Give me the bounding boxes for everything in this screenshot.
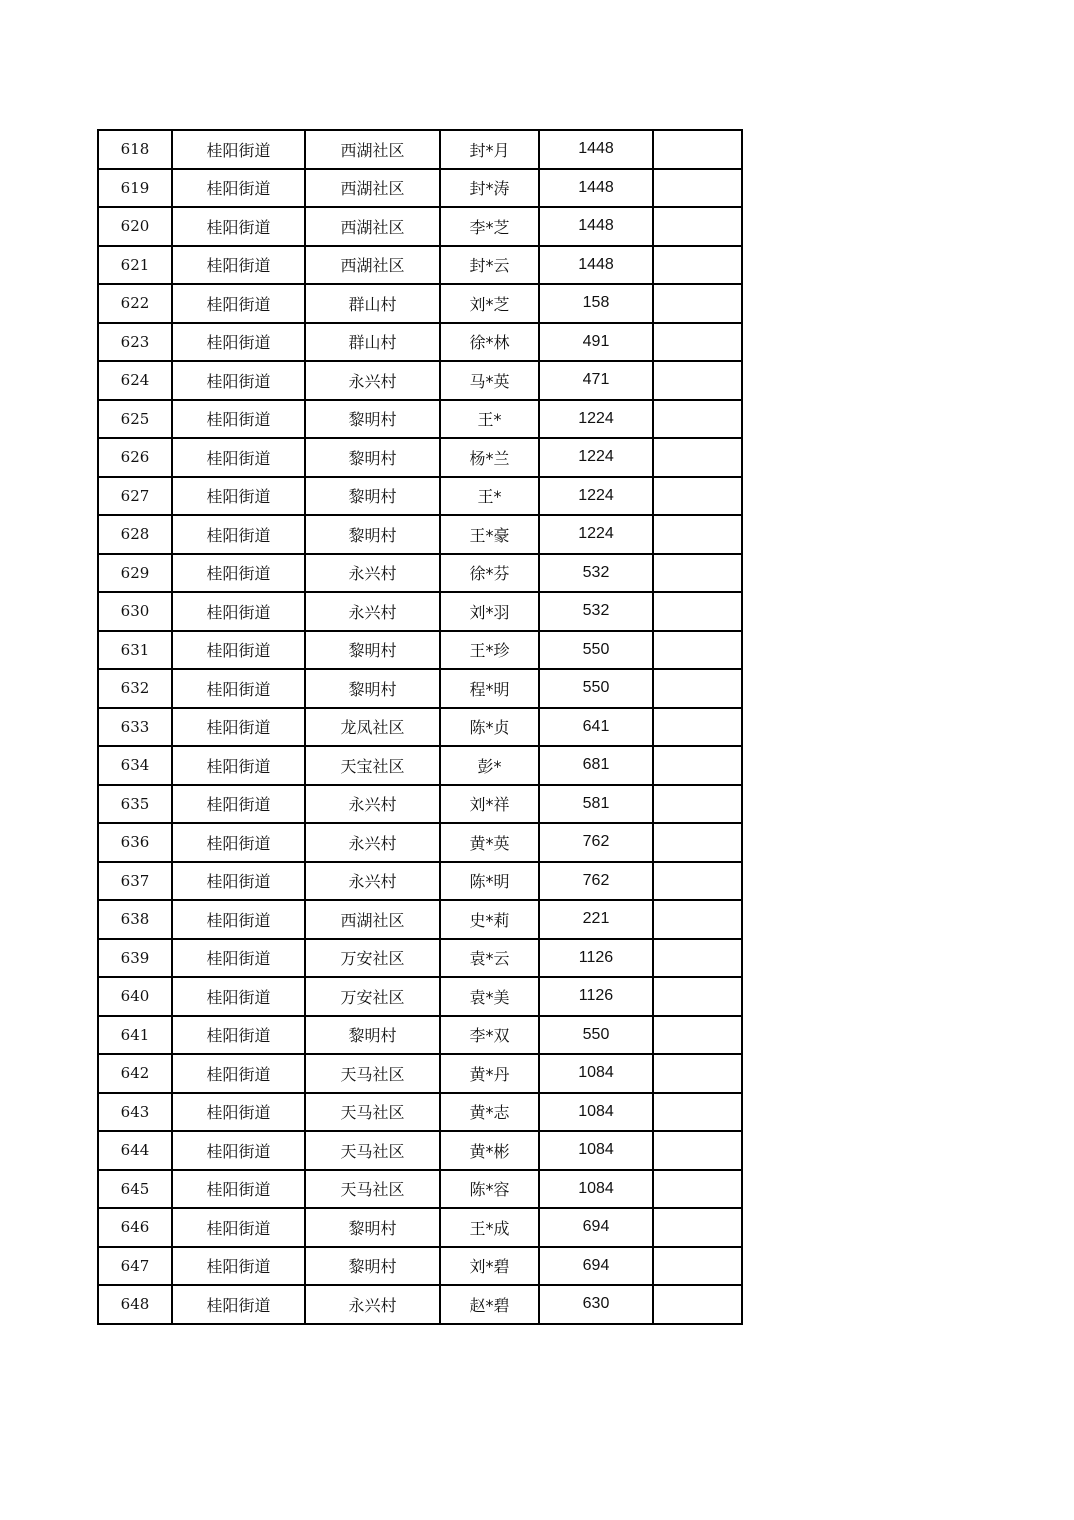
street-cell: 桂阳街道 — [172, 438, 305, 477]
note-cell — [653, 438, 742, 477]
note-cell — [653, 284, 742, 323]
amount-cell: 1448 — [539, 169, 653, 208]
name-cell: 陈*贞 — [440, 708, 539, 747]
street-cell: 桂阳街道 — [172, 515, 305, 554]
community-cell: 天马社区 — [305, 1054, 440, 1093]
name-cell: 王*珍 — [440, 631, 539, 670]
row-number-cell: 646 — [98, 1208, 172, 1247]
street-cell: 桂阳街道 — [172, 323, 305, 362]
community-cell: 西湖社区 — [305, 900, 440, 939]
name-cell: 程*明 — [440, 669, 539, 708]
community-cell: 永兴村 — [305, 823, 440, 862]
street-cell: 桂阳街道 — [172, 1016, 305, 1055]
community-cell: 天马社区 — [305, 1093, 440, 1132]
row-number-cell: 634 — [98, 746, 172, 785]
name-cell: 王* — [440, 477, 539, 516]
name-cell: 袁*美 — [440, 977, 539, 1016]
community-cell: 天宝社区 — [305, 746, 440, 785]
note-cell — [653, 669, 742, 708]
table-row — [98, 862, 742, 901]
street-cell: 桂阳街道 — [172, 246, 305, 285]
note-cell — [653, 939, 742, 978]
community-cell: 黎明村 — [305, 1208, 440, 1247]
amount-cell: 1224 — [539, 400, 653, 439]
table-row — [98, 939, 742, 978]
name-cell: 马*英 — [440, 361, 539, 400]
note-cell — [653, 1285, 742, 1324]
street-cell: 桂阳街道 — [172, 939, 305, 978]
table-row — [98, 323, 742, 362]
amount-cell: 1448 — [539, 246, 653, 285]
table-row — [98, 1131, 742, 1170]
name-cell: 刘*羽 — [440, 592, 539, 631]
amount-cell: 491 — [539, 323, 653, 362]
name-cell: 王*成 — [440, 1208, 539, 1247]
note-cell — [653, 477, 742, 516]
community-cell: 永兴村 — [305, 361, 440, 400]
note-cell — [653, 400, 742, 439]
street-cell: 桂阳街道 — [172, 130, 305, 169]
row-number-cell: 630 — [98, 592, 172, 631]
street-cell: 桂阳街道 — [172, 284, 305, 323]
row-number-cell: 640 — [98, 977, 172, 1016]
table-row — [98, 1093, 742, 1132]
name-cell: 黄*英 — [440, 823, 539, 862]
amount-cell: 1448 — [539, 130, 653, 169]
community-cell: 黎明村 — [305, 438, 440, 477]
row-number-cell: 639 — [98, 939, 172, 978]
community-cell: 黎明村 — [305, 1016, 440, 1055]
note-cell — [653, 1208, 742, 1247]
street-cell: 桂阳街道 — [172, 785, 305, 824]
name-cell: 刘*祥 — [440, 785, 539, 824]
note-cell — [653, 862, 742, 901]
table-row — [98, 169, 742, 208]
row-number-cell: 627 — [98, 477, 172, 516]
row-number-cell: 648 — [98, 1285, 172, 1324]
name-cell: 王*豪 — [440, 515, 539, 554]
community-cell: 黎明村 — [305, 515, 440, 554]
street-cell: 桂阳街道 — [172, 1054, 305, 1093]
street-cell: 桂阳街道 — [172, 1208, 305, 1247]
name-cell: 彭* — [440, 746, 539, 785]
community-cell: 永兴村 — [305, 785, 440, 824]
name-cell: 徐*芬 — [440, 554, 539, 593]
community-cell: 西湖社区 — [305, 246, 440, 285]
street-cell: 桂阳街道 — [172, 1131, 305, 1170]
row-number-cell: 620 — [98, 207, 172, 246]
table-row — [98, 207, 742, 246]
row-number-cell: 626 — [98, 438, 172, 477]
row-number-cell: 636 — [98, 823, 172, 862]
community-cell: 永兴村 — [305, 554, 440, 593]
amount-cell: 550 — [539, 1016, 653, 1055]
amount-cell: 762 — [539, 823, 653, 862]
amount-cell: 581 — [539, 785, 653, 824]
amount-cell: 532 — [539, 592, 653, 631]
street-cell: 桂阳街道 — [172, 400, 305, 439]
table-row — [98, 1208, 742, 1247]
community-cell: 西湖社区 — [305, 207, 440, 246]
name-cell: 赵*碧 — [440, 1285, 539, 1324]
row-number-cell: 643 — [98, 1093, 172, 1132]
street-cell: 桂阳街道 — [172, 169, 305, 208]
amount-cell: 1224 — [539, 477, 653, 516]
row-number-cell: 618 — [98, 130, 172, 169]
table-row — [98, 1247, 742, 1286]
street-cell: 桂阳街道 — [172, 1093, 305, 1132]
street-cell: 桂阳街道 — [172, 900, 305, 939]
community-cell: 黎明村 — [305, 1247, 440, 1286]
table-row — [98, 400, 742, 439]
community-cell: 黎明村 — [305, 669, 440, 708]
street-cell: 桂阳街道 — [172, 746, 305, 785]
street-cell: 桂阳街道 — [172, 708, 305, 747]
street-cell: 桂阳街道 — [172, 1285, 305, 1324]
row-number-cell: 641 — [98, 1016, 172, 1055]
community-cell: 群山村 — [305, 323, 440, 362]
name-cell: 史*莉 — [440, 900, 539, 939]
amount-cell: 681 — [539, 746, 653, 785]
community-cell: 万安社区 — [305, 977, 440, 1016]
amount-cell: 471 — [539, 361, 653, 400]
note-cell — [653, 1131, 742, 1170]
row-number-cell: 628 — [98, 515, 172, 554]
note-cell — [653, 169, 742, 208]
street-cell: 桂阳街道 — [172, 1247, 305, 1286]
row-number-cell: 647 — [98, 1247, 172, 1286]
amount-cell: 532 — [539, 554, 653, 593]
table-row — [98, 1054, 742, 1093]
row-number-cell: 624 — [98, 361, 172, 400]
amount-cell: 1084 — [539, 1170, 653, 1209]
community-cell: 永兴村 — [305, 862, 440, 901]
name-cell: 袁*云 — [440, 939, 539, 978]
name-cell: 李*芝 — [440, 207, 539, 246]
row-number-cell: 621 — [98, 246, 172, 285]
table-row — [98, 284, 742, 323]
community-cell: 天马社区 — [305, 1170, 440, 1209]
row-number-cell: 644 — [98, 1131, 172, 1170]
note-cell — [653, 900, 742, 939]
amount-cell: 762 — [539, 862, 653, 901]
table-row — [98, 554, 742, 593]
community-cell: 西湖社区 — [305, 130, 440, 169]
note-cell — [653, 785, 742, 824]
amount-cell: 630 — [539, 1285, 653, 1324]
row-number-cell: 633 — [98, 708, 172, 747]
note-cell — [653, 708, 742, 747]
note-cell — [653, 246, 742, 285]
amount-cell: 641 — [539, 708, 653, 747]
community-cell: 群山村 — [305, 284, 440, 323]
street-cell: 桂阳街道 — [172, 823, 305, 862]
table-row — [98, 631, 742, 670]
note-cell — [653, 823, 742, 862]
name-cell: 封*云 — [440, 246, 539, 285]
community-cell: 永兴村 — [305, 592, 440, 631]
community-cell: 万安社区 — [305, 939, 440, 978]
amount-cell: 550 — [539, 669, 653, 708]
community-cell: 龙凤社区 — [305, 708, 440, 747]
street-cell: 桂阳街道 — [172, 1170, 305, 1209]
row-number-cell: 645 — [98, 1170, 172, 1209]
table-row — [98, 130, 742, 169]
amount-cell: 694 — [539, 1208, 653, 1247]
row-number-cell: 619 — [98, 169, 172, 208]
street-cell: 桂阳街道 — [172, 631, 305, 670]
row-number-cell: 642 — [98, 1054, 172, 1093]
amount-cell: 1448 — [539, 207, 653, 246]
name-cell: 徐*林 — [440, 323, 539, 362]
row-number-cell: 637 — [98, 862, 172, 901]
community-cell: 黎明村 — [305, 631, 440, 670]
note-cell — [653, 1054, 742, 1093]
amount-cell: 1224 — [539, 515, 653, 554]
table-row — [98, 592, 742, 631]
note-cell — [653, 746, 742, 785]
amount-cell: 221 — [539, 900, 653, 939]
name-cell: 黄*志 — [440, 1093, 539, 1132]
note-cell — [653, 1170, 742, 1209]
table-row — [98, 900, 742, 939]
note-cell — [653, 130, 742, 169]
row-number-cell: 638 — [98, 900, 172, 939]
name-cell: 刘*碧 — [440, 1247, 539, 1286]
table-row — [98, 1285, 742, 1324]
table-row — [98, 746, 742, 785]
row-number-cell: 635 — [98, 785, 172, 824]
note-cell — [653, 977, 742, 1016]
street-cell: 桂阳街道 — [172, 669, 305, 708]
street-cell: 桂阳街道 — [172, 977, 305, 1016]
row-number-cell: 629 — [98, 554, 172, 593]
street-cell: 桂阳街道 — [172, 477, 305, 516]
street-cell: 桂阳街道 — [172, 862, 305, 901]
table-row — [98, 823, 742, 862]
table-row — [98, 977, 742, 1016]
name-cell: 杨*兰 — [440, 438, 539, 477]
table-row — [98, 246, 742, 285]
note-cell — [653, 1016, 742, 1055]
amount-cell: 1126 — [539, 977, 653, 1016]
table-row — [98, 1016, 742, 1055]
row-number-cell: 623 — [98, 323, 172, 362]
name-cell: 刘*芝 — [440, 284, 539, 323]
street-cell: 桂阳街道 — [172, 207, 305, 246]
table-row — [98, 477, 742, 516]
note-cell — [653, 592, 742, 631]
note-cell — [653, 323, 742, 362]
name-cell: 陈*明 — [440, 862, 539, 901]
street-cell: 桂阳街道 — [172, 554, 305, 593]
note-cell — [653, 361, 742, 400]
table-row — [98, 515, 742, 554]
table-row — [98, 361, 742, 400]
amount-cell: 158 — [539, 284, 653, 323]
table-row — [98, 785, 742, 824]
amount-cell: 1084 — [539, 1093, 653, 1132]
name-cell: 封*月 — [440, 130, 539, 169]
note-cell — [653, 1093, 742, 1132]
data-table — [97, 129, 743, 1325]
name-cell: 黄*丹 — [440, 1054, 539, 1093]
row-number-cell: 625 — [98, 400, 172, 439]
note-cell — [653, 515, 742, 554]
amount-cell: 1224 — [539, 438, 653, 477]
street-cell: 桂阳街道 — [172, 361, 305, 400]
amount-cell: 1084 — [539, 1054, 653, 1093]
table-row — [98, 1170, 742, 1209]
table-row — [98, 669, 742, 708]
note-cell — [653, 207, 742, 246]
name-cell: 封*涛 — [440, 169, 539, 208]
note-cell — [653, 1247, 742, 1286]
community-cell: 天马社区 — [305, 1131, 440, 1170]
row-number-cell: 632 — [98, 669, 172, 708]
community-cell: 黎明村 — [305, 477, 440, 516]
note-cell — [653, 631, 742, 670]
community-cell: 黎明村 — [305, 400, 440, 439]
amount-cell: 1126 — [539, 939, 653, 978]
amount-cell: 550 — [539, 631, 653, 670]
table-row — [98, 708, 742, 747]
community-cell: 西湖社区 — [305, 169, 440, 208]
row-number-cell: 631 — [98, 631, 172, 670]
note-cell — [653, 554, 742, 593]
name-cell: 黄*彬 — [440, 1131, 539, 1170]
community-cell: 永兴村 — [305, 1285, 440, 1324]
amount-cell: 694 — [539, 1247, 653, 1286]
row-number-cell: 622 — [98, 284, 172, 323]
name-cell: 王* — [440, 400, 539, 439]
name-cell: 陈*容 — [440, 1170, 539, 1209]
street-cell: 桂阳街道 — [172, 592, 305, 631]
table-row — [98, 438, 742, 477]
amount-cell: 1084 — [539, 1131, 653, 1170]
name-cell: 李*双 — [440, 1016, 539, 1055]
table-body — [98, 130, 742, 1324]
